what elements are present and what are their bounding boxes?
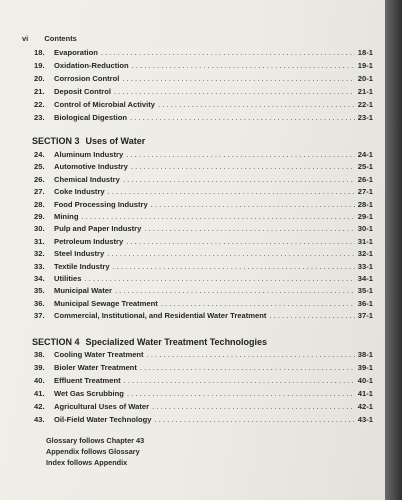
toc-entry[interactable] bbox=[34, 415, 373, 427]
section-4-heading bbox=[32, 337, 267, 347]
dot-leader bbox=[124, 376, 355, 385]
entry-title: Commercial, Institutional, and Residential Water Treatment bbox=[54, 311, 267, 321]
entry-page: 38-1 bbox=[357, 350, 373, 359]
toc-entry[interactable] bbox=[34, 48, 373, 60]
entry-page: 32-1 bbox=[357, 249, 373, 259]
dot-leader bbox=[126, 150, 355, 159]
entry-page: 21-1 bbox=[357, 87, 373, 96]
entry-title: Control of Microbial Activity bbox=[54, 100, 155, 109]
entry-page: 28-1 bbox=[357, 199, 373, 209]
entry-page: 24-1 bbox=[357, 150, 373, 159]
entry-number: 22. bbox=[34, 100, 45, 109]
entry-number: 25. bbox=[34, 162, 45, 172]
entry-title: Coke Industry bbox=[54, 187, 105, 197]
dot-leader bbox=[107, 249, 355, 258]
entry-number: 36. bbox=[34, 298, 45, 308]
dot-leader bbox=[122, 74, 354, 83]
section-label: SECTION 4 bbox=[32, 337, 80, 347]
entry-title: Petroleum Industry bbox=[54, 236, 124, 246]
entry-title: Chemical Industry bbox=[54, 174, 120, 184]
entry-title: Oxidation-Reduction bbox=[54, 61, 129, 70]
dot-leader bbox=[161, 299, 355, 308]
toc-entry[interactable] bbox=[34, 237, 373, 249]
entry-page: 33-1 bbox=[357, 261, 373, 271]
entry-page: 30-1 bbox=[357, 224, 373, 234]
entry-page: 42-1 bbox=[357, 402, 373, 411]
entry-number: 42. bbox=[34, 402, 45, 411]
entry-title: Automotive Industry bbox=[54, 162, 128, 172]
entry-number: 35. bbox=[34, 286, 45, 296]
entry-page: 19-1 bbox=[357, 61, 373, 70]
entry-number: 24. bbox=[34, 150, 45, 159]
dot-leader bbox=[151, 200, 355, 209]
entry-page: 43-1 bbox=[357, 415, 373, 424]
dot-leader bbox=[81, 212, 354, 221]
toc-entry[interactable] bbox=[34, 350, 373, 362]
entry-number: 27. bbox=[34, 187, 45, 197]
entry-number: 21. bbox=[34, 87, 45, 96]
toc-entry[interactable] bbox=[34, 200, 373, 212]
entry-title: Wet Gas Scrubbing bbox=[54, 389, 124, 398]
toc-entry[interactable] bbox=[34, 187, 373, 199]
dot-leader bbox=[127, 389, 355, 398]
dot-leader bbox=[131, 162, 355, 171]
entry-title: Evaporation bbox=[54, 48, 98, 57]
entry-number: 33. bbox=[34, 261, 45, 271]
entry-number: 19. bbox=[34, 61, 45, 70]
page-edge-shadow bbox=[385, 0, 402, 500]
entry-page: 20-1 bbox=[357, 74, 373, 83]
entry-number: 20. bbox=[34, 74, 45, 83]
toc-entry[interactable] bbox=[34, 61, 373, 73]
dot-leader bbox=[269, 311, 354, 320]
dot-leader bbox=[140, 363, 355, 372]
entry-number: 29. bbox=[34, 212, 45, 221]
note-index: Index follows Appendix bbox=[46, 458, 128, 467]
entry-page: 37-1 bbox=[357, 311, 373, 321]
entry-number: 28. bbox=[34, 199, 45, 209]
entry-number: 37. bbox=[34, 311, 45, 321]
entry-title: Deposit Control bbox=[54, 87, 111, 96]
entry-number: 43. bbox=[34, 415, 45, 424]
toc-entry[interactable] bbox=[34, 224, 373, 236]
entry-title: Aluminum Industry bbox=[54, 150, 124, 159]
entry-page: 23-1 bbox=[357, 113, 373, 122]
entry-number: 34. bbox=[34, 274, 45, 283]
toc-entry[interactable] bbox=[34, 299, 373, 311]
entry-page: 25-1 bbox=[357, 162, 373, 172]
entry-number: 39. bbox=[34, 363, 45, 372]
entry-title: Mining bbox=[54, 212, 79, 221]
entry-page: 29-1 bbox=[357, 212, 373, 221]
back-matter-notes bbox=[46, 436, 144, 469]
toc-entry[interactable] bbox=[34, 212, 373, 224]
entry-page: 40-1 bbox=[357, 376, 373, 385]
entry-number: 38. bbox=[34, 350, 45, 359]
entry-title: Steel Industry bbox=[54, 249, 105, 259]
toc-entry[interactable] bbox=[34, 363, 373, 375]
dot-leader bbox=[132, 61, 355, 70]
toc-entry[interactable] bbox=[34, 249, 373, 261]
dot-leader bbox=[158, 100, 355, 109]
entry-page: 27-1 bbox=[357, 187, 373, 197]
dot-leader bbox=[130, 113, 355, 122]
entry-title: Effluent Treatment bbox=[54, 376, 121, 385]
toc-entry[interactable] bbox=[34, 87, 373, 99]
dot-leader bbox=[108, 187, 355, 196]
toc-entry[interactable] bbox=[34, 74, 373, 86]
toc-entry[interactable] bbox=[34, 311, 373, 323]
toc-entry[interactable] bbox=[34, 162, 373, 174]
entry-title: Oil-Field Water Technology bbox=[54, 415, 152, 424]
entry-page: 34-1 bbox=[357, 274, 373, 283]
entry-number: 18. bbox=[34, 48, 45, 57]
entry-page: 36-1 bbox=[357, 298, 373, 308]
dot-leader bbox=[152, 402, 355, 411]
section-name: Uses of Water bbox=[85, 136, 146, 146]
dot-leader bbox=[114, 87, 355, 96]
toc-entry[interactable] bbox=[34, 175, 373, 187]
entry-number: 32. bbox=[34, 249, 45, 259]
entry-page: 31-1 bbox=[357, 236, 373, 246]
note-appendix: Appendix follows Glossary bbox=[46, 447, 140, 456]
dot-leader bbox=[84, 274, 354, 283]
entry-number: 40. bbox=[34, 376, 45, 385]
toc-entry[interactable] bbox=[34, 100, 373, 112]
section-label: SECTION 3 bbox=[32, 136, 80, 146]
toc-entry[interactable] bbox=[34, 274, 373, 286]
dot-leader bbox=[147, 350, 355, 359]
entry-title: Pulp and Paper Industry bbox=[54, 224, 142, 234]
toc-entry[interactable] bbox=[34, 262, 373, 274]
note-glossary: Glossary follows Chapter 43 bbox=[46, 436, 145, 445]
entry-number: 26. bbox=[34, 174, 45, 184]
running-head bbox=[22, 34, 77, 43]
toc-entry[interactable] bbox=[34, 402, 373, 414]
entry-title: Agricultural Uses of Water bbox=[54, 402, 150, 411]
entry-title: Bioler Water Treatment bbox=[54, 363, 137, 372]
entry-page: 22-1 bbox=[357, 100, 373, 109]
entry-title: Biological Digestion bbox=[54, 113, 127, 122]
entry-title: Municipal Water bbox=[54, 286, 112, 296]
entry-number: 23. bbox=[34, 113, 45, 122]
toc-entry[interactable] bbox=[34, 113, 373, 125]
dot-leader bbox=[144, 224, 354, 233]
section-name: Specialized Water Treatment Technologies bbox=[85, 337, 268, 347]
entry-title: Cooling Water Treatment bbox=[54, 350, 144, 359]
dot-leader bbox=[123, 175, 355, 184]
entry-number: 41. bbox=[34, 389, 45, 398]
entry-page: 39-1 bbox=[357, 363, 373, 372]
dot-leader bbox=[101, 48, 355, 57]
dot-leader bbox=[154, 415, 354, 424]
toc-entry[interactable] bbox=[34, 150, 373, 162]
dot-leader bbox=[113, 262, 355, 271]
entry-title: Food Processing Industry bbox=[54, 199, 148, 209]
running-head-title: Contents bbox=[44, 34, 77, 43]
toc-entry[interactable] bbox=[34, 286, 373, 298]
dot-leader bbox=[115, 286, 355, 295]
entry-title: Textile Industry bbox=[54, 261, 110, 271]
entry-title: Corrosion Control bbox=[54, 74, 120, 83]
section-3-heading bbox=[32, 136, 145, 146]
toc-entry[interactable] bbox=[34, 376, 373, 388]
entry-page: 18-1 bbox=[357, 48, 373, 57]
toc-entry[interactable] bbox=[34, 389, 373, 401]
entry-page: 35-1 bbox=[357, 286, 373, 296]
entry-page: 26-1 bbox=[357, 174, 373, 184]
entry-number: 31. bbox=[34, 236, 45, 246]
entry-page: 41-1 bbox=[357, 389, 373, 398]
page-numeral: vi bbox=[22, 34, 29, 43]
dot-leader bbox=[126, 237, 355, 246]
entry-title: Municipal Sewage Treatment bbox=[54, 298, 158, 308]
entry-number: 30. bbox=[34, 224, 45, 234]
entry-title: Utilities bbox=[54, 274, 82, 283]
